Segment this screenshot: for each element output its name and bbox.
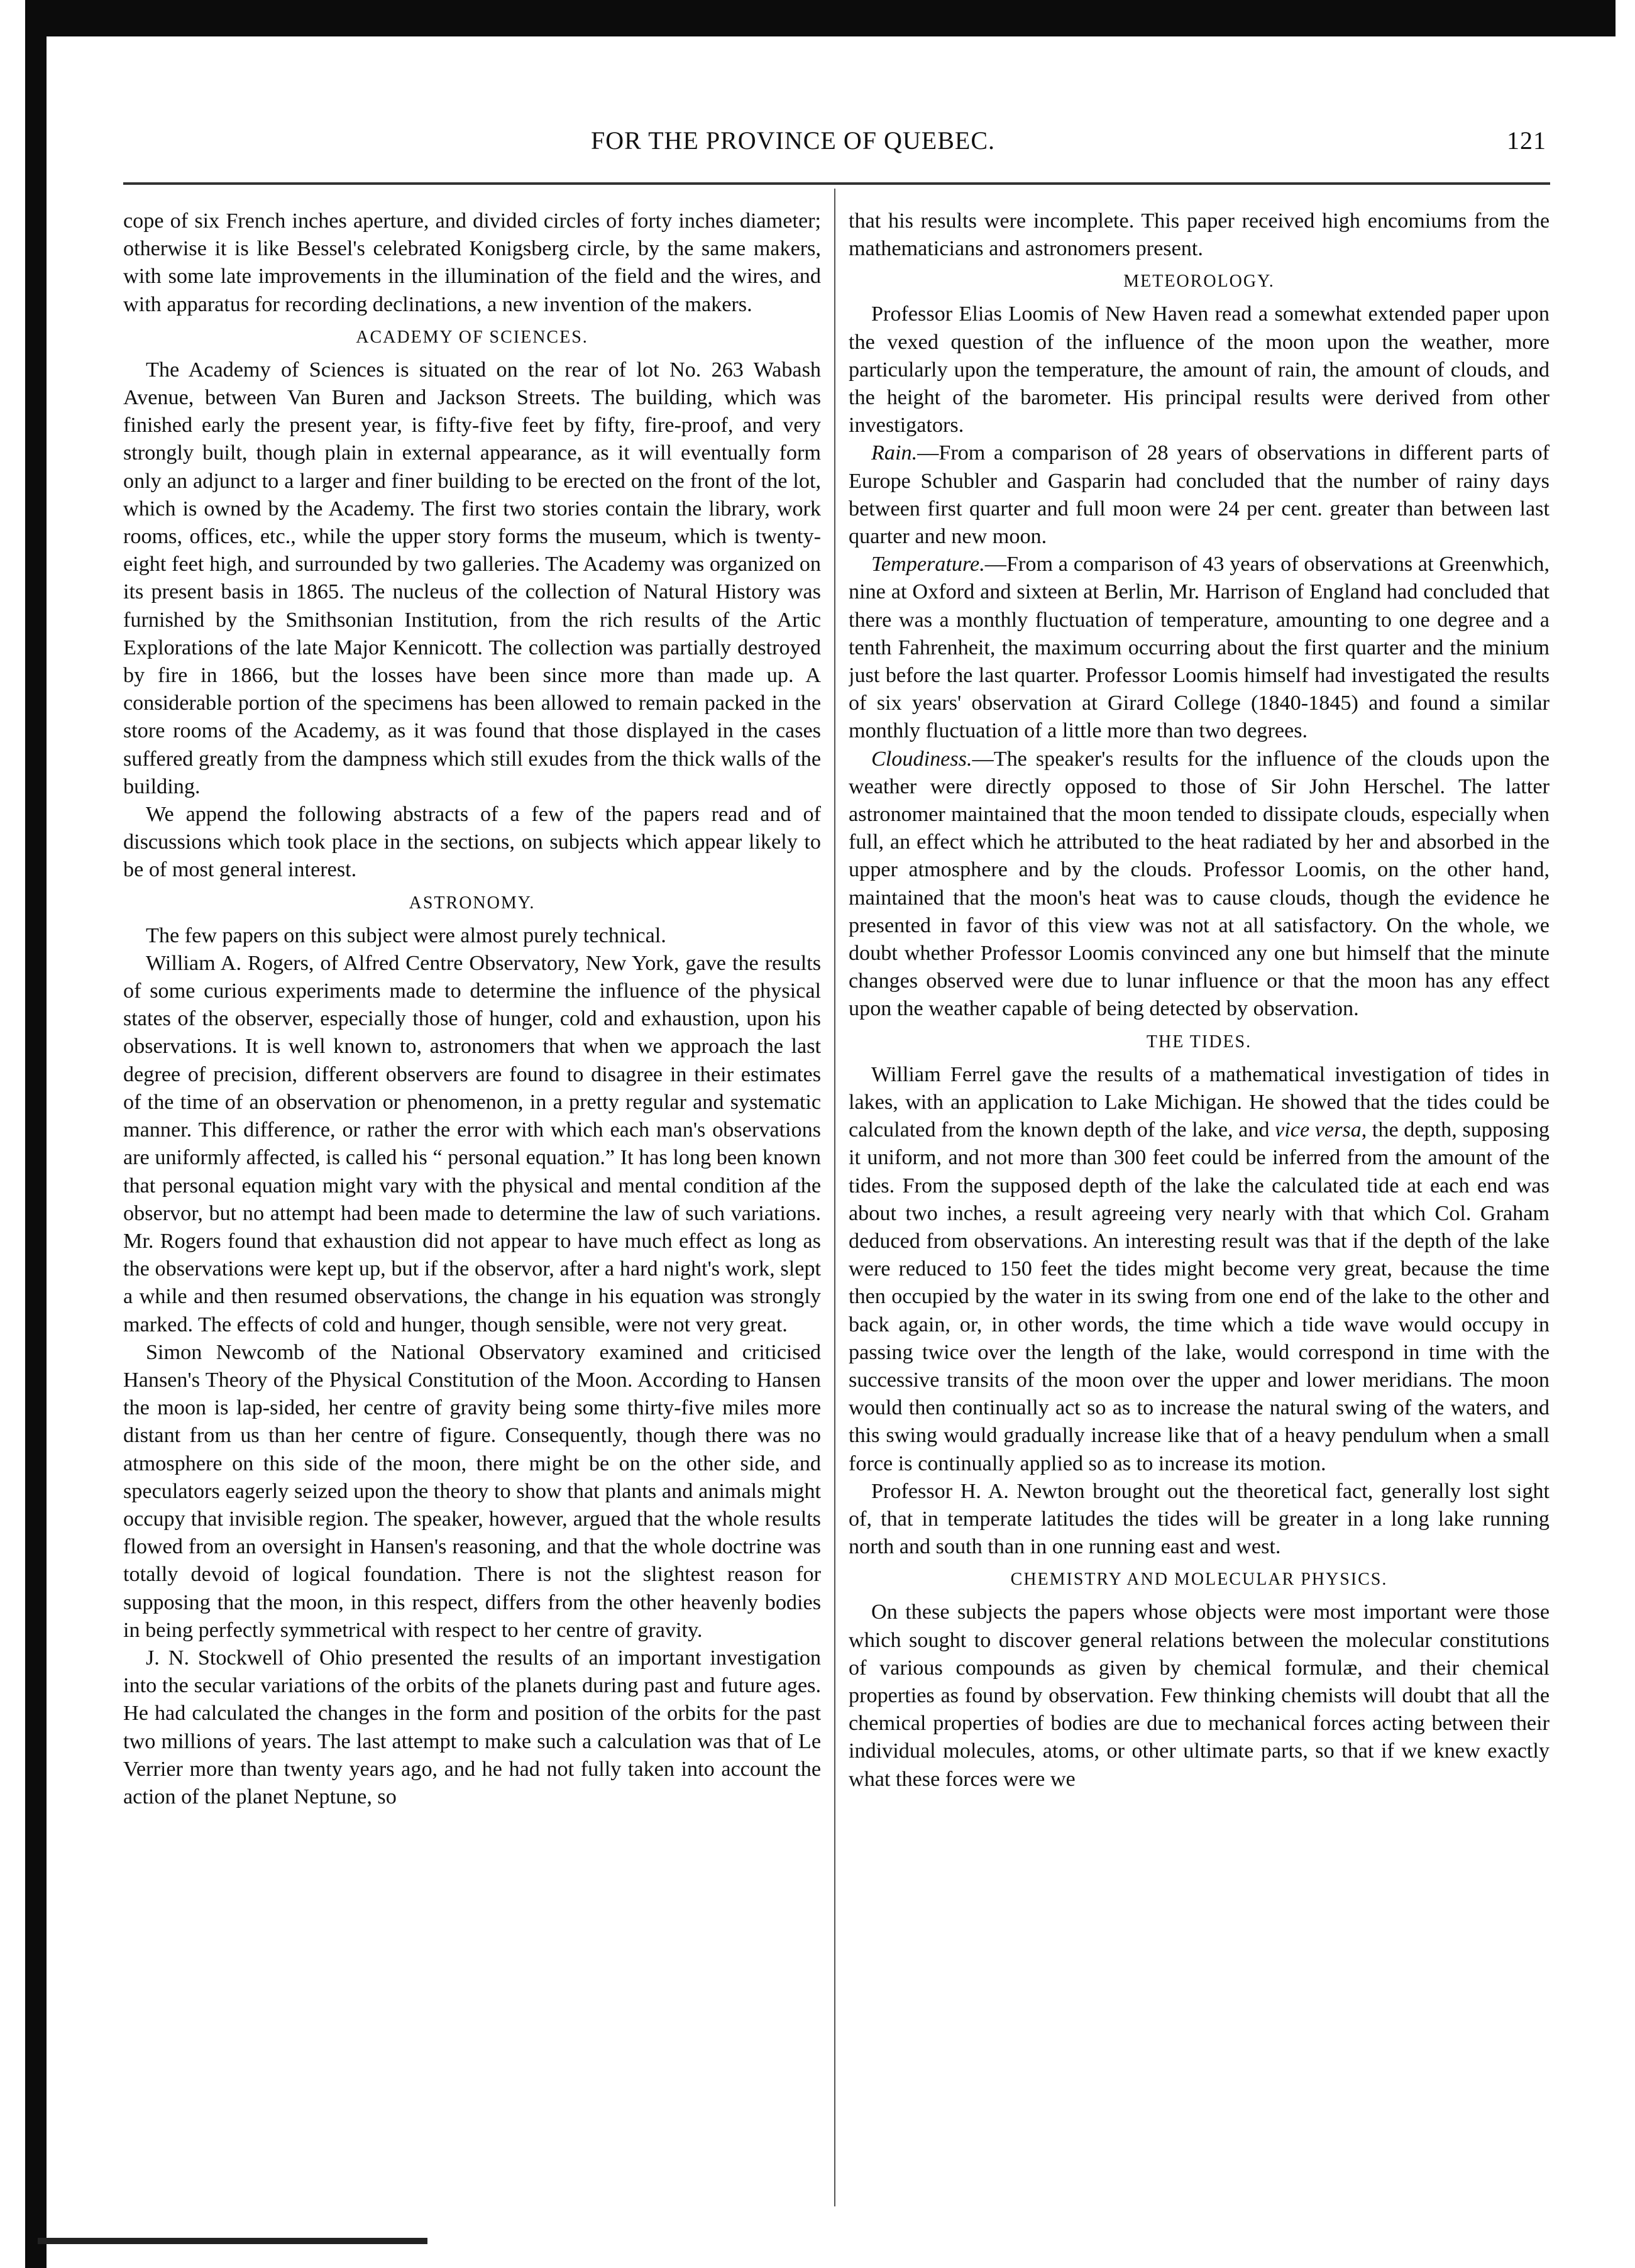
running-title: FOR THE PROVINCE OF QUEBEC. — [591, 126, 995, 155]
paragraph: J. N. Stockwell of Ohio presented the results of an important investigation into the secular variations of the orbits of the planets during past and future ages. He had calculated the changes in the form and position of the orbits for the past two millions of years. The last attempt to make such a calculation was that of Le Verrier more than twenty years ago, and he had not fully taken into account the action of the planet Neptune, so — [123, 1646, 821, 1808]
run-in-heading: Cloudiness. — [871, 747, 972, 771]
paragraph: The few papers on this subject were almost purely technical. — [146, 923, 666, 947]
header-rule — [123, 182, 1550, 185]
paragraph-text: —From a comparison of 28 years of observations in different parts of Europe Schubler and Gasparin had concluded that the number of rainy days between first quarter and full moon were 24 per cent. greater than between last quarter and new moon. — [849, 441, 1550, 549]
run-in-heading: Temperature. — [871, 553, 985, 576]
scan-left-border — [25, 0, 47, 2268]
paragraph-continued: cope of six French inches aperture, and divided circles of forty inches diameter; otherwise it is like Bessel's celebrated Konigsberg circle, by the same makers, with some late improvements in the illumination of the field and the wires, and with apparatus for recording declinations, a new invention of the makers. — [123, 209, 821, 316]
paragraph: We append the following abstracts of a few of the papers read and of discussions which took place in the sections, on subjects which appear likely to be of most general interest. — [123, 803, 821, 882]
section-heading-tides: THE TIDES. — [1146, 1032, 1252, 1052]
page-number: 121 — [1507, 126, 1546, 155]
right-column — [849, 207, 1550, 2206]
paragraph — [849, 1061, 1550, 1478]
paragraph: Professor H. A. Newton brought out the theoretical fact, generally lost sight of, that in temperate latitudes the tides will be greater in a long lake running north and south than in one running east and west. — [849, 1479, 1550, 1559]
paragraph: William A. Rogers, of Alfred Centre Observatory, New York, gave the results of some curious experiments made to determine the influence of the physical states of the observer, especially those of hunger, cold and exhaustion, upon his observations. It is well known to, astronomers that when we approach the last degree of precision, different observers are found to disagree in their estimates of the time of an observation or phenomenon, in a pretty regular and systematic manner. This difference, or rather the error with which each man's observations are uniformly affected, is called his “ personal equation.” It has long been known that personal equation might vary with the physical and mental condition af the observor, but no attempt had been made to determine the law of such variations. Mr. Rogers found that exhaustion did not appear to have much effect as long as the observations were kept up, but if the observor, after a hard night's work, slept a while and then resumed observations, the change in his equation was strongly marked. The effects of cold and hunger, though sensible, were not very great. — [123, 951, 821, 1336]
section-heading-chemistry: CHEMISTRY AND MOLECULAR PHYSICS. — [1010, 1570, 1388, 1590]
column-divider — [834, 189, 835, 2206]
section-heading-academy: ACADEMY OF SCIENCES. — [356, 327, 588, 347]
paragraph: The Academy of Sciences is situated on the rear of lot No. 263 Wabash Avenue, between Van Buren and Jackson Streets. The building, which was finished early the present year, is fifty-five feet by fifty, fire-proof, and very strongly built, though plain in external appearance, as it will eventually form only an adjunct to a larger and finer building to be erected on the front of the lot, which is owned by the Academy. The first two stories contain the library, work rooms, offices, etc., while the upper story forms the museum, which is twenty-eight feet high, and surrounded by two galleries. The Academy was organized on its present basis in 1865. The nucleus of the collection of Natural History was furnished by the Smithsonian Institution, from the rich results of the Artic Explorations of the late Major Kennicott. The collection was partially destroyed by fire in 1866, but the losses have been since more than made up. A considerable portion of the specimens has been allowed to remain packed in the store rooms of the Academy, as it was found that those displayed in the cases suffered greatly from the dampness which still exudes from the thick walls of the building. — [123, 358, 821, 798]
paragraph-temperature — [849, 551, 1550, 745]
paragraph-text: William Ferrel gave the results of a mathematical investigation of tides in lakes, with an application to Lake Michigan. He showed that the tides could be calculated from the known depth of the lake, and — [849, 1062, 1550, 1142]
paragraph-text: , the depth, supposing it uniform, and not more than 300 feet could be inferred from the amount of the tides. From the supposed depth of the lake the calculated tide at each end was about two inches, a result agreeing very nearly with that which Col. Graham deduced from observations. An interesting result was that if the depth of the lake were reduced to 150 feet the tides might become very great, because the time then occupied by the water in its swing from one end of the lake to the other and back again, or, in other words, the time which a tide wave would occupy in passing twice over the length of the lake, would correspond in time with the successive transits of the moon over the upper and lower meridians. The moon would then continually act so as to increase the natural swing of the waters, and this swing would gradually increase like that of a heavy pendulum when a small force is continually applied so as to increase its motion. — [849, 1118, 1550, 1475]
section-heading-astronomy: ASTRONOMY. — [409, 893, 536, 913]
left-column — [123, 207, 821, 2206]
paragraph-cloudiness — [849, 746, 1550, 1023]
paragraph: On these subjects the papers whose objects were most important were those which sought to discover general relations between the molecular constitutions of various compounds as given by chemical formulæ, and their chemical properties as found by observation. Few thinking chemists will doubt that all the chemical properties of bodies are due to mechanical forces acting between their individual molecules, atoms, or other ultimate parts, so that if we knew exactly what these forces were we — [849, 1600, 1550, 1791]
paragraph-text: —The speaker's results for the influence of the clouds upon the weather were directly opposed to those of Sir John Herschel. The latter astronomer maintained that the moon tended to dissipate clouds, especially when full, an effect which he attributed to the heat radiated by her and absorbed in the upper atmosphere and by the clouds. Professor Loomis, on the other hand, maintained that the moon's heat was to cause clouds, though the evidence he presented in favor of this view was not at all satisfactory. On the whole, we doubt whether Professor Loomis convinced any one but himself that the minute changes observed were due to lunar influence or that the moon has any effect upon the weather capable of being detected by observation. — [849, 747, 1550, 1021]
section-heading-meteorology: METEOROLOGY. — [1123, 272, 1275, 292]
page-header — [591, 126, 1546, 163]
scan-bottom-mark — [38, 2238, 427, 2244]
italic-phrase: vice versa — [1275, 1118, 1362, 1142]
paragraph-continued: that his results were incomplete. This paper received high encomiums from the mathematicians and astronomers present. — [849, 209, 1550, 261]
paragraph: Simon Newcomb of the National Observatory examined and criticised Hansen's Theory of the Physical Constitution of the Moon. According to Hansen the moon is lap-sided, her centre of gravity being some thirty-five miles more distant from us than her centre of figure. Consequently, though there was no atmosphere on this side of the moon, there might be on the other side, and speculators eagerly seized upon the theory to show that plants and animals might occupy that invisible region. The speaker, however, argued that the whole results flowed from an oversight in Hansen's reasoning, and that the whole doctrine was totally devoid of logical foundation. There is not the slightest reason for supposing that the moon, in this respect, differs from the other heavenly bodies in being perfectly symmetrical with respect to her centre of gravity. — [123, 1340, 821, 1642]
run-in-heading: Rain. — [871, 441, 918, 465]
paragraph: Professor Elias Loomis of New Haven read a somewhat extended paper upon the vexed question of the influence of the moon upon the weather, more particularly upon the temperature, the amount of rain, the amount of clouds, and the height of the barometer. His principal results were derived from other investigators. — [849, 302, 1550, 438]
paragraph-rain — [849, 439, 1550, 551]
paragraph-text: —From a comparison of 43 years of observations at Greenwhich, nine at Oxford and sixteen at Berlin, Mr. Harrison of England had concluded that there was a monthly fluctuation of temperature, amounting to one degree and a tenth Fahrenheit, the maximum occurring about the first quarter and the minium just before the last quarter. Professor Loomis himself had investigated the results of six years' observation at Girard College (1840-1845) and found a similar monthly fluctuation of a little more than two degrees. — [849, 553, 1550, 743]
scan-top-border — [25, 0, 1616, 36]
